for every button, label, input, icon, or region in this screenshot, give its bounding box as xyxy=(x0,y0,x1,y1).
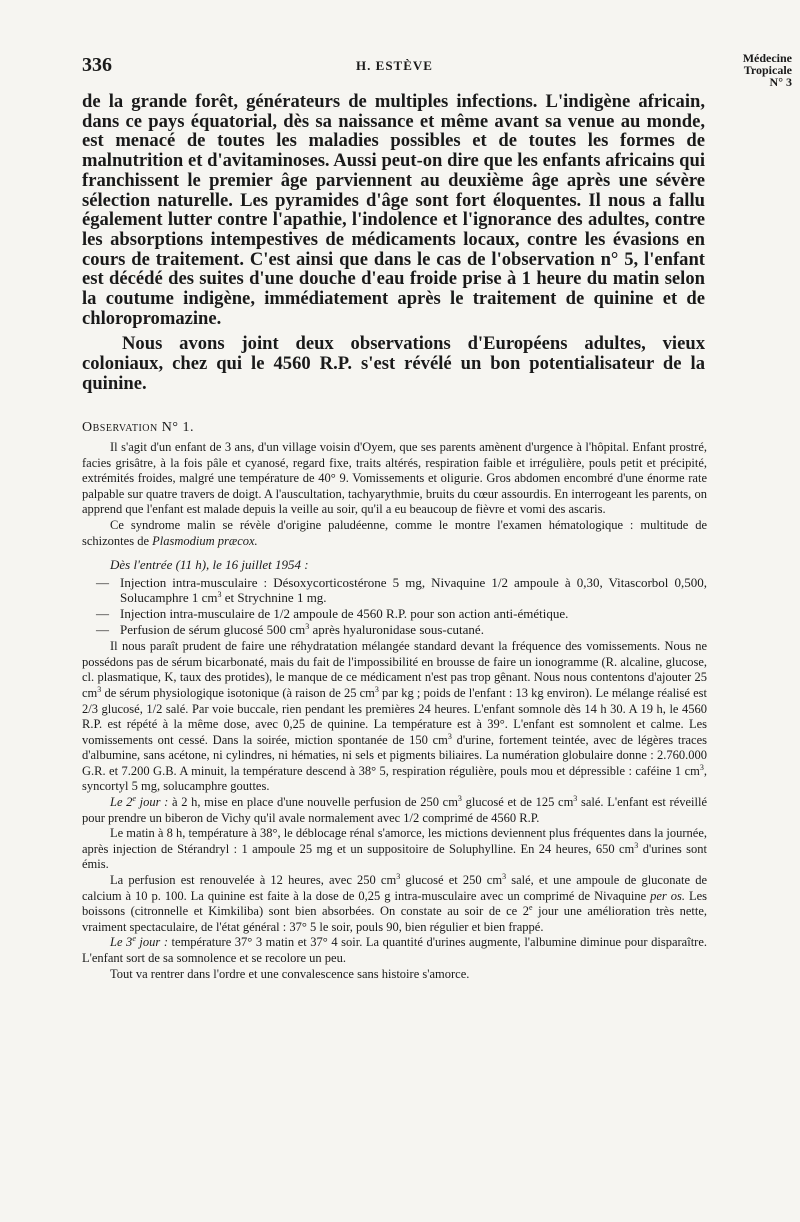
page-header xyxy=(82,54,707,84)
observation-heading xyxy=(82,420,194,436)
treatment-item: — Injection intra-musculaire : Désoxycorticostérone 5 mg, Nivaquine 1/2 ampoule à 0,30, Vitascorbol 0,500, Solucamphre 1 $cm^3$ et Strychnine 1 mg. xyxy=(96,574,707,606)
observation-paragraph: Il nous paraît prudent de faire une réhydratation mélangée standard devant la fréquence des vomissements. Nous ne possédons pas de sérum bicarbonaté, mais du fait de l'impossibilité en brousse de faire un ionogramme (R. alcaline, glucose, cl. plasmatique, K, taux des protides), le manque de ce médicament n'est pas trop gênant. Nous nous contentons d'ajouter 25 $cm^3$ de sérum physiologique isotonique (à raison de 25 $cm^3$ par kg ; poids de l'enfant : 13 kg environ). Le mélange réalisé est 2/3 glucosé, 1/2 salé. Par voie buccale, rien pendant les premières 24 heures. L'enfant somnole dès 14 h 30. A 19 h, le 4560 R.P. est répété à la même dose, avec 0,25 de quinine. La température est à 39°. L'enfant est somnolent et calme. Les vomissements ont cessé. Dans la soirée, miction spontanée de 150 $cm^3$ d'urine, fortement teintée, avec de légères traces d'albumine, sans acétone, ni cylindres, ni hématies, ni sels et pigments biliaires. La numération globulaire donne : 2.760.000 G.R. et 7.200 G.B. A minuit, la température descend à 38° 5, respiration régulière, pouls mou et dépressible : caféine 1 $cm^3$, syncortyl 5 mg, solucamphre gouttes. xyxy=(82,639,707,794)
observation-paragraph: Le 2e jour : à 2 h, mise en place d'une nouvelle perfusion de 250 $cm^3$ glucosé et de 125 $cm^3$ salé. L'enfant est réveillé pour prendre un biberon de Vichy qu'il avale normalement avec 1/2 comprimé de 4560 R.P. xyxy=(82,794,708,825)
species-name: Plasmodium præcox. xyxy=(152,533,258,548)
treatment-item: — Perfusion de sérum glucosé 500 $cm^3$ après hyaluronidase sous-cutané. xyxy=(96,621,484,637)
journal-mark-line: N° 3 xyxy=(769,75,792,89)
intro-section xyxy=(82,92,705,394)
treatment-item: — Injection intra-musculaire de 1/2 ampoule de 4560 R.P. pour son action anti-émétique. xyxy=(96,605,569,621)
journal-mark-line: Médecine xyxy=(742,51,792,65)
observation-body xyxy=(82,440,707,982)
treatment-list xyxy=(82,575,707,637)
intro-paragraph: Nous avons joint deux observations d'Européens adultes, vieux coloniaux, chez qui le 4560 R.P. s'est révélé un bon potentialisateur de la quinine. xyxy=(82,333,705,394)
observation-heading-number: N° 1. xyxy=(161,420,194,435)
observation-paragraph: Le matin à 8 h, température à 38°, le déblocage rénal s'amorce, les mictions deviennent plus fréquentes dans la journée, après injection de Stérandryl : 1 ampoule 25 mg et un suppositoire de Soluphylline. En 24 heures, 650 $cm^3$ d'urines sont émis. xyxy=(82,826,707,872)
running-title: H. ESTÈVE xyxy=(356,58,433,73)
intro-paragraph: de la grande forêt, générateurs de multiples infections. L'indigène africain, dans ce pays équatorial, dès sa naissance et même avant sa venue au monde, est menacé de toutes les maladies possibles et de toutes les formes de malnutrition et d'avitaminoses. Aussi peut-on dire que les enfants africains qui franchissent le premier âge parviennent au deuxième âge après une sévère sélection naturelle. Les pyramides d'âge sont fort éloquentes. Il nous a fallu également lutter contre l'apathie, l'indolence et l'ignorance des adultes, contre les absorptions intempestives de médicaments locaux, contre les évasions en cours de traitement. C'est ainsi que dans le cas de l'observation n° 5, l'enfant est décédé des suites d'une douche d'eau froide prise à 1 heure du matin selon la coutume indigène, immédiatement après le traitement de quinine et de chloropromazine. xyxy=(82,91,705,329)
observation-paragraph: La perfusion est renouvelée à 12 heures, avec 250 $cm^3$ glucosé et 250 $cm^3$ salé, et une ampoule de gluconate de calcium à 10 p. 100. La quinine est faite à la dose de 0,25 g intra-musculaire avec un comprimé de Nivaquine per os. Les boissons (citronnelle et Kimkiliba) sont bien absorbées. On constate au soir de ce 2e jour une amélioration très nette, vraiment spectaculaire, de l'état général : 37° 5 le soir, pouls 90, bien régulier et bien frappé. xyxy=(82,872,707,934)
journal-mark xyxy=(743,52,792,88)
observation-paragraph: Le 3e jour : température 37° 3 matin et 37° 4 soir. La quantité d'urines augmente, l'albumine diminue pour disparaître. L'enfant sort de sa somnolence et se recolore un peu. xyxy=(82,934,708,965)
observation-paragraph: Tout va rentrer dans l'ordre et une convalescence sans histoire s'amorce. xyxy=(110,966,470,981)
entry-header: Dès l'entrée (11 h), le 16 juillet 1954 : xyxy=(110,557,309,573)
journal-mark-line: Tropicale xyxy=(743,63,792,77)
observation-paragraph: Il s'agit d'un enfant de 3 ans, d'un village voisin d'Oyem, que ses parents amènent d'urgence à l'hôpital. Enfant prostré, facies grisâtre, à la fois pâle et cyanosé, regard fixe, traits altérés, respiration faible et irrégulière, pouls petit et précipité, extrémités froides, malgré une température de 40° 9. Vomissements et oligurie. Gros abdomen encombré d'une énorme rate palpable sur quatre travers de doigt. A l'auscultation, tachyarythmie, bruits du cœur assourdis. En interrogeant les parents, on apprend que l'enfant est malade depuis la veille au soir, qu'il a eu beaucoup de fièvre et vomi des ascaris. xyxy=(82,440,707,517)
page-number: 336 xyxy=(82,54,112,76)
observation-heading-word: Observation xyxy=(82,420,158,435)
observation-paragraph: Ce syndrome malin se révèle d'origine paludéenne, comme le montre l'examen hématologique : multitude de schizontes de Plasmodium præcox. xyxy=(82,517,707,548)
